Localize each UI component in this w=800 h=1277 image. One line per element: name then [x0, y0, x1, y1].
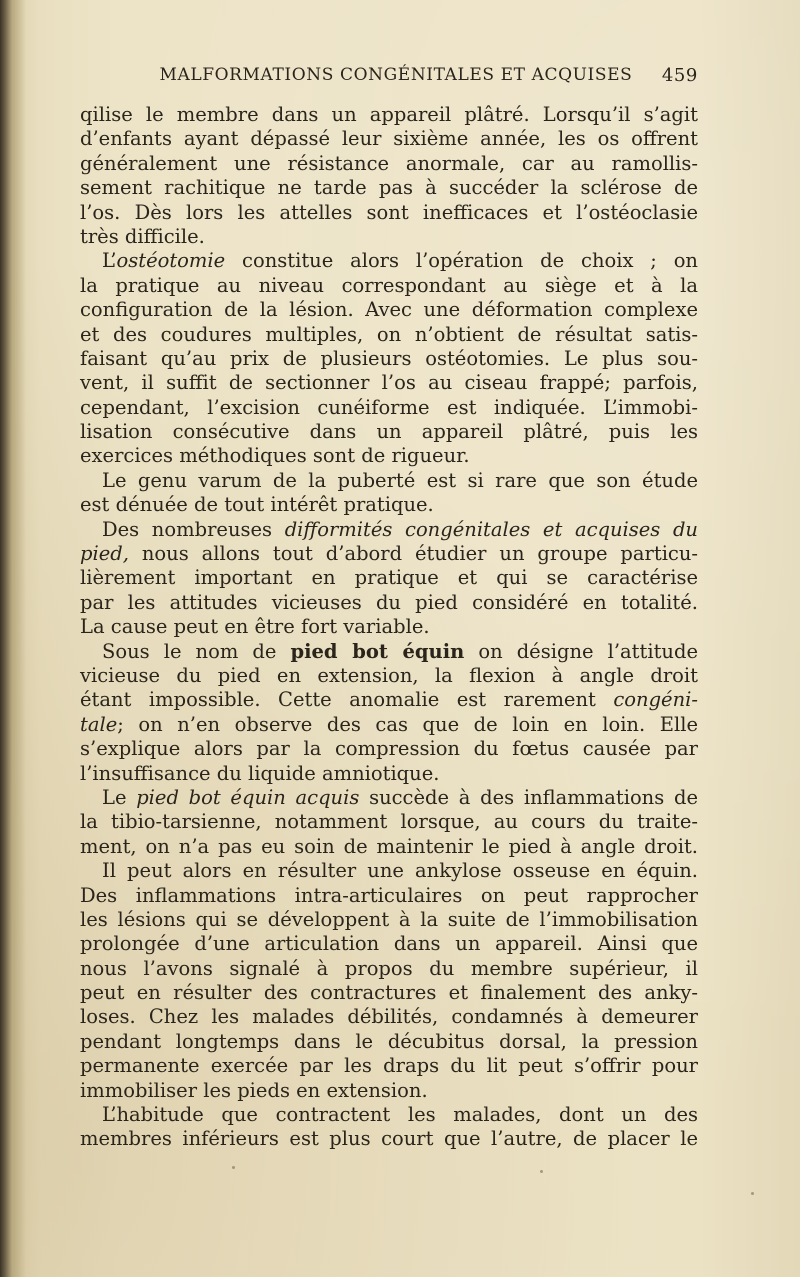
text-line: vent, il suffit de sectionner l’os au ciseau frappé; parfois,: [80, 371, 698, 395]
text-line: la tibio-tarsienne, notamment lorsque, au cours du traite-: [80, 810, 698, 834]
line-text: on désigne l’attitude: [464, 639, 698, 663]
text-line: par les attitudes vicieuses du pied considéré en totalité.: [80, 590, 698, 614]
text-line: très difficile.: [80, 224, 205, 248]
bold-term: pied bot équin: [290, 639, 465, 663]
text-line: [80, 688, 698, 712]
line-text: nous allons tout d’abord étudier un groupe particu-: [128, 542, 698, 566]
text-line: s’explique alors par la compression du fœtus causée par: [80, 737, 698, 761]
text-line: [80, 542, 698, 566]
text-line: lièrement important en pratique et qui se caractérise: [80, 566, 698, 590]
line-text: Des nombreuses: [102, 517, 285, 541]
paper-speck: [751, 1192, 754, 1195]
text-line: faisant qu’au prix de plusieurs ostéotomies. Le plus sou-: [80, 346, 698, 370]
text-line: permanente exercée par les draps du lit peut s’offrir pour: [80, 1054, 698, 1078]
paper-speck: [540, 1170, 543, 1173]
text-line: ment, on n’a pas eu soin de maintenir le pied à angle droit.: [80, 834, 698, 858]
line-text: succède à des inflammations de: [359, 785, 698, 809]
italic-term: pied,: [80, 542, 129, 566]
italic-term: tale: [80, 712, 118, 736]
text-line: lisation consécutive dans un appareil plâtré, puis les: [80, 420, 698, 444]
text-line: généralement une résistance anormale, car au ramollis-: [80, 151, 698, 175]
text-line: l’os. Dès lors les attelles sont inefficaces et l’ostéoclasie: [80, 200, 698, 224]
running-head: [80, 60, 698, 90]
text-line: Le genu varum de la puberté est si rare que son étude: [102, 468, 698, 492]
text-line: loses. Chez les malades débilités, condamnés à demeurer: [80, 1005, 698, 1029]
text-line: qilise le membre dans un appareil plâtré. Lorsqu’il s’agit: [80, 103, 698, 126]
line-text: ; on n’en observe des cas que de loin en loin. Elle: [117, 712, 698, 736]
text-line: est dénuée de tout intérêt pratique.: [80, 493, 434, 517]
line-text: L’: [102, 249, 117, 273]
line-text: constitue alors l’opération de choix ; on: [225, 249, 698, 273]
text-line: [80, 249, 698, 273]
text-line: vicieuse du pied en extension, la flexion à angle droit: [80, 663, 698, 687]
line-text: Sous le nom de: [102, 639, 291, 663]
line-text: étant impossible. Cette anomalie est rarement: [80, 688, 614, 712]
text-line: [80, 786, 698, 810]
text-line: l’insuffisance du liquide amniotique.: [80, 761, 440, 785]
text-line: Des inflammations intra-articulaires on peut rapprocher: [80, 883, 698, 907]
text-line: [80, 640, 698, 664]
italic-term: pied bot équin acquis: [136, 785, 360, 809]
text-line: peut en résulter des contractures et finalement des anky-: [80, 981, 698, 1005]
text-line: [80, 518, 698, 542]
page-number: 459: [661, 64, 698, 86]
text-line: d’enfants ayant dépassé leur sixième année, les os offrent: [80, 127, 698, 151]
italic-term: ostéotomie: [116, 249, 226, 273]
paper-speck: [232, 1166, 235, 1169]
text-line: nous l’avons signalé à propos du membre supérieur, il: [80, 956, 698, 980]
text-line: la pratique au niveau correspondant au siège et à la: [80, 273, 698, 297]
text-line: La cause peut en être fort variable.: [80, 615, 430, 639]
text-line: L’habitude que contractent les malades, dont un des: [102, 1103, 698, 1127]
text-line: sement rachitique ne tarde pas à succéder la sclérose de: [80, 176, 698, 200]
running-head-title: MALFORMATIONS CONGÉNITALES ET ACQUISES: [159, 65, 633, 85]
line-text: Le: [102, 785, 137, 809]
text-line: pendant longtemps dans le décubitus dorsal, la pression: [80, 1029, 698, 1053]
binding-shadow: [0, 0, 26, 1277]
body-text: [80, 103, 698, 1152]
italic-term: difformités congénitales et acquises du: [284, 517, 698, 541]
text-line: cependant, l’excision cunéiforme est indiquée. L’immobi-: [80, 395, 698, 419]
text-line: membres inférieurs est plus court que l’autre, de placer le: [80, 1127, 698, 1151]
text-line: prolongée d’une articulation dans un appareil. Ainsi que: [80, 932, 698, 956]
text-line: Il peut alors en résulter une ankylose osseuse en équin.: [102, 859, 698, 883]
text-line: [80, 713, 698, 737]
text-line: immobiliser les pieds en extension.: [80, 1078, 428, 1102]
text-line: configuration de la lésion. Avec une déformation complexe: [80, 298, 698, 322]
text-line: et des coudures multiples, on n’obtient de résultat satis-: [80, 322, 698, 346]
italic-term: congéni-: [613, 688, 698, 712]
text-line: exercices méthodiques sont de rigueur.: [80, 444, 470, 468]
text-line: les lésions qui se développent à la suite de l’immobilisation: [80, 907, 698, 931]
